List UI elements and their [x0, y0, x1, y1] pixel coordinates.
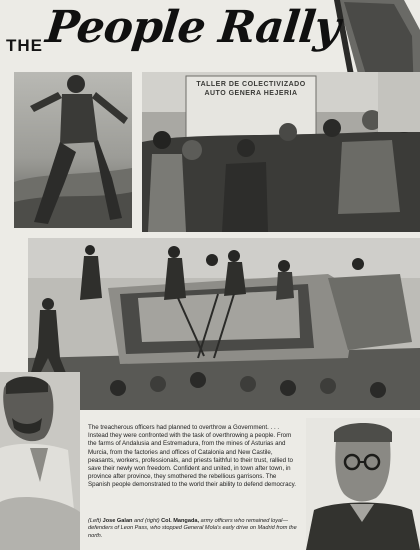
crowd-on-truck-photo [142, 72, 420, 232]
caption-right-tag: (right) [144, 518, 160, 524]
caption-right-name: Col. Mangada, [161, 518, 200, 524]
headline [6, 2, 346, 72]
militia-truck-parade-photo [28, 238, 420, 410]
caption-and: and [134, 518, 144, 524]
caption-left-tag: (Left) [88, 518, 102, 524]
caption-rest: army officers who remained loyal—defenders of Leon Pass, who stopped General Mola's early drive on Madrid from the north. [88, 518, 297, 539]
truck-sign-text: TALLER DE COLECTIVIZADO AUTO GENERA HEJERIA [196, 81, 306, 97]
headline-prefix: THE [6, 36, 43, 55]
caption-left-name: Jose Galan [102, 518, 133, 524]
article-body: The treacherous officers had planned to overthrow a Government. . . . Instead they were confronted with the task of overthrowing a people. From the farms of Andalusia and Estremadura, from the mines of Asturias and Murcia, from the factories and offices of Catalonia and New Castile, peasants, workers, professionals, and priests faithful to their trust, rallied to save their newly won freedom. Confident and united, in town after town, in province after province, they smothered the rebellious garrisons. The Spanish people demonstrated to the world their ability to defend democracy. [88, 424, 296, 489]
portrait-col-mangada-photo [306, 418, 420, 550]
portrait-jose-galan-photo [0, 372, 80, 550]
headline-title: People Rally [43, 2, 342, 53]
standing-militiaman-photo [14, 72, 132, 228]
photo-caption [88, 518, 298, 540]
